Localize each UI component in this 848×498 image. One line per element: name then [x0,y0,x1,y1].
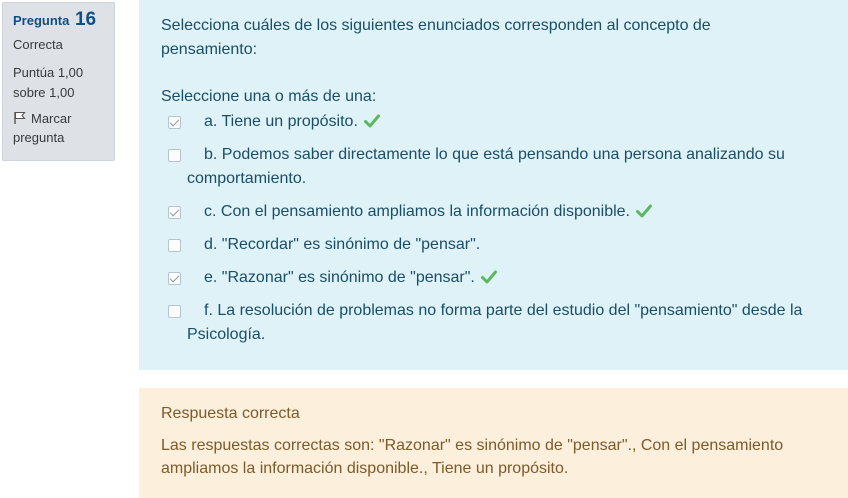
flag-question-button[interactable] [13,109,104,147]
answer-label: c. Con el pensamiento ampliamos la información disponible. [204,203,630,220]
question-label: Pregunta [13,13,70,28]
answer-list [161,110,826,347]
question-text: Selecciona cuáles de los siguientes enunciados corresponden al concepto de pensamiento: [161,17,711,58]
answer-label: a. Tiene un propósito. [204,113,358,130]
answer-option[interactable] [161,200,826,224]
correct-check-icon [636,204,652,218]
correct-check-icon [481,270,497,284]
question-number-value: 16 [74,9,97,30]
answer-label: b. Podemos saber directamente lo que está pensando una persona analizando su comportamiento. [187,146,785,187]
feedback-title: Respuesta correcta [161,405,300,422]
flag-icon [13,111,27,125]
answer-label: f. La resolución de problemas no forma parte del estudio del "pensamiento" desde la Psicología. [187,302,803,343]
question-state: Correcta [13,37,63,52]
question-grade: Puntúa 1,00 sobre 1,00 [13,65,84,100]
answer-checkbox[interactable] [168,116,181,129]
answer-checkbox[interactable] [168,239,181,252]
answer-checkbox[interactable] [168,272,181,285]
answer-label: e. "Razonar" es sinónimo de "pensar". [204,269,475,286]
flag-label: Marcar pregunta [13,111,72,145]
answer-option[interactable] [161,266,826,290]
right-answer-text: Las respuestas correctas son: "Razonar" es sinónimo de "pensar"., Con el pensamiento ampliamos la información disponible., Tiene un propósito. [161,437,784,477]
answer-option[interactable] [161,143,826,191]
answer-option[interactable] [161,233,826,257]
answer-checkbox[interactable] [168,305,181,318]
answer-checkbox[interactable] [168,206,181,219]
answer-prompt: Seleccione una o más de una: [161,88,377,105]
question-info-panel [2,2,115,161]
question-formulation [139,0,848,370]
answer-option[interactable] [161,299,826,347]
answer-label: d. "Recordar" es sinónimo de "pensar". [204,236,481,253]
correct-check-icon [364,114,380,128]
feedback-panel [139,388,848,498]
question-number [13,9,104,32]
answer-checkbox[interactable] [168,149,181,162]
answer-option[interactable] [161,110,826,134]
